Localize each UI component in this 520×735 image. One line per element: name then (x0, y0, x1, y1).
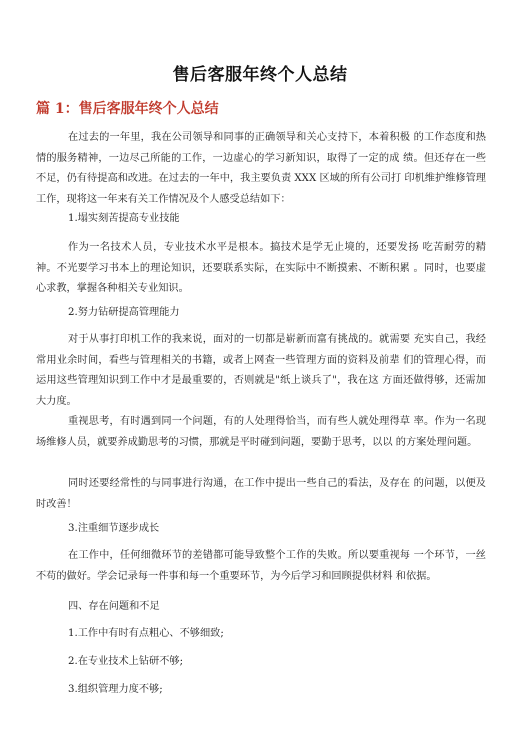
paragraph-communication: 同时还要经常性的与同事进行沟通，在工作中提出一些自己的看法，及存在 的问题，以便及时改善！ (36, 478, 486, 510)
document-title: 售后客服年终个人总结 (172, 65, 348, 85)
section-heading-2: 2.努力钻研提高管理能力 (68, 307, 180, 318)
article-subtitle: 篇 1：售后客服年终个人总结 (36, 101, 219, 117)
list-item: 3.组织管理力度不够; (68, 684, 163, 695)
section-heading-1: 1.塌实刻苦提高专业技能 (68, 213, 180, 224)
paragraph-thinking: 重视思考，有时遇到同一个问题，有的人处理得恰当，而有些人就处理得草 率。作为一名现场维修人员，就要养成勤思考的习惯，那就是平时碰到问题，要勤于思考，以以 的方案处理问题。 (36, 416, 486, 448)
section-heading-3: 3.注重细节逐步成长 (68, 523, 160, 534)
paragraph-intro: 在过去的一年里，我在公司领导和同事的正确领导和关心支持下，本着积极 的工作态度和热情的服务精神，一边尽己所能的工作，一边虚心的学习新知识，取得了一定的成 绩。但还存在一些不足，仍有待提高和改进。在过去的一年中，我主要负责 XXX 区域的所有公司打 印机维护维修管理工作，现将这一年来有关工作情况及个人感受总结如下： (36, 132, 486, 205)
list-item: 1.工作中有时有点粗心、不够细致; (68, 628, 224, 639)
section-heading-4: 四、存在问题和不足 (68, 601, 160, 612)
paragraph-skills: 作为一名技术人员，专业技术水平是根本。搞技术是学无止境的，还要发扬 吃苦耐劳的精神。不光要学习书本上的理论知识，还要联系实际，在实际中不断摸索、不断积累 。同时，也要虚心求教，掌握各种相关专业知识。 (36, 242, 486, 294)
paragraph-management: 对于从事打印机工作的我来说，面对的一切都是崭新而富有挑战的。就需要 充实自己，我经常用业余时间，看些与管理相关的书籍，或者上网查一些管理方面的资料及前辈 们的管理心得，而运用这些管理知识到工作中才是最重要的，否则就是"纸上谈兵了"，我在这 方面还做得够，还需加大力度。 (36, 334, 486, 407)
paragraph-details: 在工作中，任何细微环节的差错都可能导致整个工作的失败。所以要重视每 一个环节，一丝不苟的做好。学会记录每一件事和每一个重要环节，为今后学习和回顾提供材料 和依据。 (36, 550, 486, 582)
list-item: 2.在专业技术上钻研不够; (68, 656, 184, 667)
